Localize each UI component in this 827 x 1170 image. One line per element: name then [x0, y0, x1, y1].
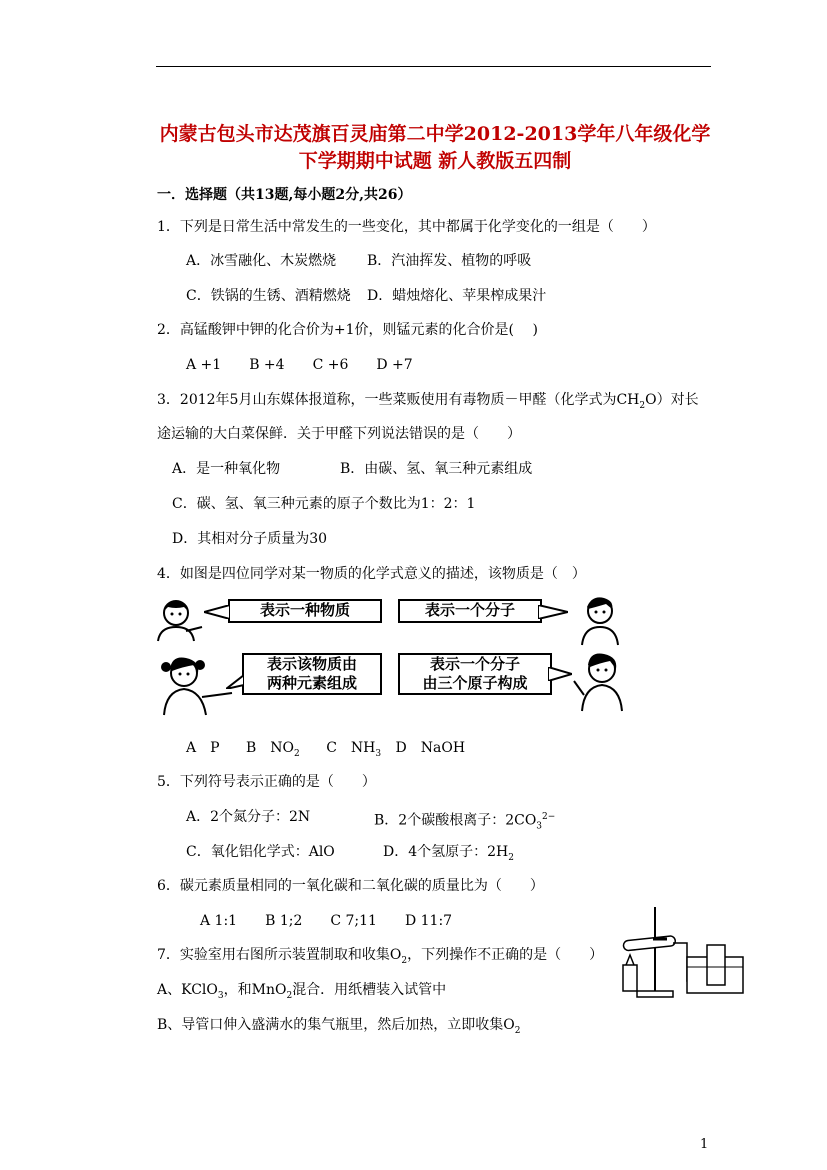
- q4-options: [186, 739, 465, 763]
- speech-bubble-2: 表示一个分子: [398, 599, 542, 623]
- q6-stem: 6．碳元素质量相同的一氧化碳和二氧化碳的质量比为（ ）: [157, 878, 544, 894]
- q5-option-a: A．2个氮分子：2N: [186, 809, 311, 825]
- q6-options: A 1:1 B 1;2 C 7;11 D 11:7: [200, 913, 453, 929]
- section-heading: 一．选择题（共13题,每小题2分,共26）: [157, 187, 412, 203]
- student-icon-1: [156, 597, 204, 642]
- student-icon-4: [572, 651, 626, 713]
- q1-option-d: D．蜡烛熔化、苹果榨成果汁: [367, 288, 547, 304]
- q3-option-b: B．由碳、氢、氧三种元素组成: [340, 461, 533, 477]
- q4-option-b: B $NO_2$: [245, 740, 300, 759]
- speech-bubble-4: [398, 653, 552, 695]
- speech-bubble-1: 表示一种物质: [228, 599, 382, 623]
- header-rule: [156, 66, 711, 67]
- q5-option-d: D．4个氢原子：$2H_2$: [383, 844, 514, 863]
- page-number: 1: [700, 1137, 709, 1152]
- lab-apparatus-figure: [607, 905, 745, 1000]
- q2-options: A +1 B +4 C +6 D +7: [186, 357, 413, 373]
- q1-stem: 1．下列是日常生活中常发生的一些变化，其中都属于化学变化的一组是（ ）: [157, 219, 656, 235]
- page-title-line1: 内蒙古包头市达茂旗百灵庙第二中学2012-2013学年八年级化学: [159, 123, 711, 145]
- q1-option-b: B．汽油挥发、植物的呼吸: [367, 253, 532, 269]
- q4-option-c: C $NH_3$: [326, 740, 382, 759]
- bubble3-line1: 表示该物质由: [266, 655, 357, 673]
- q3-option-a: A．是一种氧化物: [172, 461, 281, 477]
- q5-stem: 5．下列符号表示正确的是（ ）: [157, 774, 376, 790]
- q7-option-a: A、KClO$_3$，和MnO$_2$混合．用纸槽装入试管中: [157, 982, 447, 1001]
- q4-figure: [156, 595, 626, 720]
- student-icon-3: [156, 653, 236, 717]
- q1-option-c: C．铁锅的生锈、酒精燃烧: [186, 288, 351, 304]
- q5-option-b: B．2个碳酸根离子：$2CO_3^{2-}$: [374, 812, 556, 832]
- q3-option-d: D．其相对分子质量为30: [172, 531, 328, 547]
- q5-option-c: C．氧化铝化学式：AlO: [186, 844, 335, 860]
- q3-option-c: C．碳、氢、氧三种元素的原子个数比为1：2：1: [172, 496, 476, 512]
- bubble3-line2: 两种元素组成: [266, 674, 357, 692]
- q3-stem-line2: 途运输的大白菜保鲜．关于甲醛下列说法错误的是（ ）: [157, 426, 521, 442]
- q2-stem: 2．高锰酸钾中钾的化合价为+1价，则锰元素的化合价是( ): [157, 322, 538, 338]
- q4-option-a: A P: [186, 740, 220, 756]
- bubble4-line2: 由三个原子构成: [422, 674, 528, 692]
- q7-stem: 7．实验室用右图所示装置制取和收集$O_2$，下列操作不正确的是（ ）: [157, 947, 604, 966]
- speech-bubble-3: [242, 653, 382, 695]
- q7-option-b: B、导管口伸入盛满水的集气瓶里，然后加热，立即收集$O_2$: [157, 1017, 521, 1036]
- q1-option-a: A．冰雪融化、木炭燃烧: [186, 253, 337, 269]
- q4-option-d: D NaOH: [395, 740, 466, 756]
- q4-stem: 4．如图是四位同学对某一物质的化学式意义的描述，该物质是（ ）: [157, 566, 586, 582]
- student-icon-2: [574, 595, 624, 647]
- q3-stem: 3．2012年5月山东媒体报道称，一些菜贩使用有毒物质－甲醛（化学式为$CH_2O$）对长: [157, 392, 699, 411]
- page-title-line2: 下学期期中试题 新人教版五四制: [298, 150, 572, 172]
- bubble4-line1: 表示一个分子: [429, 655, 520, 673]
